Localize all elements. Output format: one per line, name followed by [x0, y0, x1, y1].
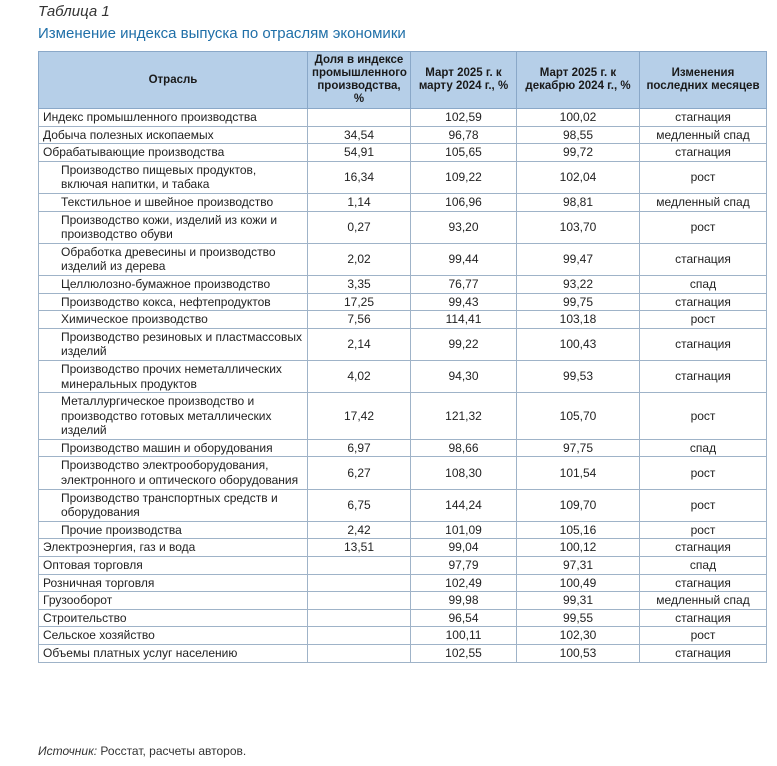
cell-yoy: 99,22: [411, 328, 517, 360]
source-note: [38, 744, 246, 758]
cell-industry: Добыча полезных ископаемых: [39, 126, 308, 144]
cell-yoy: 99,44: [411, 243, 517, 275]
cell-yoy: 96,78: [411, 126, 517, 144]
cell-ytd: 100,02: [517, 109, 640, 127]
cell-industry: Оптовая торговля: [39, 557, 308, 575]
cell-industry: Химическое производство: [39, 311, 308, 329]
cell-industry: Производство пищевых продуктов, включая напитки, и табака: [39, 161, 308, 193]
table-row: [39, 627, 767, 645]
cell-share: 54,91: [308, 144, 411, 162]
cell-industry: Сельское хозяйство: [39, 627, 308, 645]
cell-share: 2,02: [308, 243, 411, 275]
cell-yoy: 144,24: [411, 489, 517, 521]
cell-trend: спад: [640, 275, 767, 293]
cell-industry: Розничная торговля: [39, 574, 308, 592]
cell-trend: стагнация: [640, 293, 767, 311]
table-title: Изменение индекса выпуска по отраслям экономики: [38, 25, 406, 42]
cell-yoy: 102,49: [411, 574, 517, 592]
cell-ytd: 98,55: [517, 126, 640, 144]
cell-ytd: 99,72: [517, 144, 640, 162]
cell-trend: рост: [640, 311, 767, 329]
cell-share: 2,42: [308, 521, 411, 539]
cell-industry: Производство кокса, нефтепродуктов: [39, 293, 308, 311]
cell-yoy: 121,32: [411, 393, 517, 440]
cell-industry: Производство машин и оборудования: [39, 439, 308, 457]
table-row: [39, 328, 767, 360]
cell-yoy: 99,98: [411, 592, 517, 610]
cell-trend: стагнация: [640, 109, 767, 127]
cell-industry: Производство транспортных средств и оборудования: [39, 489, 308, 521]
table-label: Таблица 1: [38, 3, 110, 20]
cell-share: 13,51: [308, 539, 411, 557]
cell-yoy: 94,30: [411, 360, 517, 392]
cell-trend: рост: [640, 161, 767, 193]
cell-ytd: 109,70: [517, 489, 640, 521]
cell-ytd: 103,70: [517, 211, 640, 243]
cell-yoy: 99,43: [411, 293, 517, 311]
cell-ytd: 100,49: [517, 574, 640, 592]
cell-ytd: 103,18: [517, 311, 640, 329]
table-row: [39, 539, 767, 557]
cell-industry: Объемы платных услуг населению: [39, 645, 308, 663]
cell-share: 2,14: [308, 328, 411, 360]
cell-industry: Строительство: [39, 609, 308, 627]
cell-share: 6,75: [308, 489, 411, 521]
cell-industry: Обработка древесины и производство изделий из дерева: [39, 243, 308, 275]
cell-trend: стагнация: [640, 144, 767, 162]
table-row: [39, 144, 767, 162]
cell-share: 3,35: [308, 275, 411, 293]
cell-trend: стагнация: [640, 645, 767, 663]
header-trend: Изменения последних месяцев: [640, 52, 767, 109]
cell-yoy: 96,54: [411, 609, 517, 627]
cell-share: [308, 557, 411, 575]
cell-ytd: 105,70: [517, 393, 640, 440]
cell-ytd: 100,12: [517, 539, 640, 557]
cell-trend: рост: [640, 211, 767, 243]
cell-trend: рост: [640, 489, 767, 521]
cell-trend: медленный спад: [640, 592, 767, 610]
cell-trend: стагнация: [640, 243, 767, 275]
table-row: [39, 275, 767, 293]
cell-industry: Производство кожи, изделий из кожи и производство обуви: [39, 211, 308, 243]
cell-trend: спад: [640, 557, 767, 575]
cell-trend: рост: [640, 627, 767, 645]
cell-share: [308, 574, 411, 592]
cell-yoy: 93,20: [411, 211, 517, 243]
cell-ytd: 99,47: [517, 243, 640, 275]
cell-trend: рост: [640, 457, 767, 489]
cell-share: 16,34: [308, 161, 411, 193]
cell-yoy: 108,30: [411, 457, 517, 489]
cell-yoy: 99,04: [411, 539, 517, 557]
cell-share: [308, 109, 411, 127]
cell-share: 7,56: [308, 311, 411, 329]
cell-trend: рост: [640, 393, 767, 440]
cell-share: 17,25: [308, 293, 411, 311]
cell-yoy: 114,41: [411, 311, 517, 329]
cell-trend: стагнация: [640, 609, 767, 627]
cell-share: [308, 627, 411, 645]
source-label: Источник:: [38, 744, 98, 758]
cell-yoy: 76,77: [411, 275, 517, 293]
table-row: [39, 360, 767, 392]
table-row: [39, 243, 767, 275]
table-header-row: [39, 52, 767, 109]
cell-trend: рост: [640, 521, 767, 539]
cell-industry: Производство резиновых и пластмассовых изделий: [39, 328, 308, 360]
cell-yoy: 98,66: [411, 439, 517, 457]
cell-ytd: 99,55: [517, 609, 640, 627]
cell-trend: стагнация: [640, 328, 767, 360]
cell-ytd: 99,53: [517, 360, 640, 392]
cell-share: [308, 609, 411, 627]
cell-ytd: 100,43: [517, 328, 640, 360]
cell-trend: спад: [640, 439, 767, 457]
table-row: [39, 126, 767, 144]
cell-yoy: 102,55: [411, 645, 517, 663]
table-row: [39, 457, 767, 489]
cell-ytd: 101,54: [517, 457, 640, 489]
table-row: [39, 311, 767, 329]
table-row: [39, 592, 767, 610]
cell-trend: стагнация: [640, 360, 767, 392]
cell-industry: Индекс промышленного производства: [39, 109, 308, 127]
cell-ytd: 98,81: [517, 193, 640, 211]
cell-industry: Целлюлозно-бумажное производство: [39, 275, 308, 293]
table-row: [39, 574, 767, 592]
cell-share: [308, 645, 411, 663]
industry-output-table: [38, 51, 767, 663]
cell-industry: Металлургическое производство и производство готовых металлических изделий: [39, 393, 308, 440]
cell-share: 4,02: [308, 360, 411, 392]
cell-yoy: 100,11: [411, 627, 517, 645]
cell-trend: стагнация: [640, 574, 767, 592]
cell-yoy: 109,22: [411, 161, 517, 193]
table-row: [39, 645, 767, 663]
table-row: [39, 609, 767, 627]
cell-industry: Производство электрооборудования, электронного и оптического оборудования: [39, 457, 308, 489]
cell-industry: Производство прочих неметаллических минеральных продуктов: [39, 360, 308, 392]
cell-trend: медленный спад: [640, 126, 767, 144]
cell-industry: Обрабатывающие производства: [39, 144, 308, 162]
cell-trend: медленный спад: [640, 193, 767, 211]
table-body: [39, 109, 767, 663]
cell-ytd: 105,16: [517, 521, 640, 539]
header-industry: Отрасль: [39, 52, 308, 109]
table-row: [39, 393, 767, 440]
cell-industry: Текстильное и швейное производство: [39, 193, 308, 211]
cell-share: 34,54: [308, 126, 411, 144]
header-share: Доля в индексе промышленного производства, %: [308, 52, 411, 109]
cell-share: 0,27: [308, 211, 411, 243]
cell-trend: стагнация: [640, 539, 767, 557]
cell-ytd: 102,30: [517, 627, 640, 645]
table-row: [39, 211, 767, 243]
cell-industry: Грузооборот: [39, 592, 308, 610]
cell-yoy: 97,79: [411, 557, 517, 575]
cell-ytd: 99,75: [517, 293, 640, 311]
cell-industry: Электроэнергия, газ и вода: [39, 539, 308, 557]
cell-yoy: 101,09: [411, 521, 517, 539]
cell-share: 6,97: [308, 439, 411, 457]
cell-yoy: 102,59: [411, 109, 517, 127]
table-row: [39, 193, 767, 211]
cell-share: 17,42: [308, 393, 411, 440]
cell-ytd: 97,75: [517, 439, 640, 457]
table-row: [39, 489, 767, 521]
table-row: [39, 557, 767, 575]
source-text: Росстат, расчеты авторов.: [97, 744, 247, 758]
cell-share: [308, 592, 411, 610]
table-row: [39, 109, 767, 127]
table-row: [39, 293, 767, 311]
cell-ytd: 97,31: [517, 557, 640, 575]
cell-share: 1,14: [308, 193, 411, 211]
cell-ytd: 99,31: [517, 592, 640, 610]
table-row: [39, 521, 767, 539]
cell-share: 6,27: [308, 457, 411, 489]
table-row: [39, 439, 767, 457]
cell-yoy: 106,96: [411, 193, 517, 211]
cell-yoy: 105,65: [411, 144, 517, 162]
cell-ytd: 102,04: [517, 161, 640, 193]
cell-ytd: 100,53: [517, 645, 640, 663]
table-row: [39, 161, 767, 193]
cell-ytd: 93,22: [517, 275, 640, 293]
header-yoy: Март 2025 г. к марту 2024 г., %: [411, 52, 517, 109]
header-ytd: Март 2025 г. к декабрю 2024 г., %: [517, 52, 640, 109]
cell-industry: Прочие производства: [39, 521, 308, 539]
